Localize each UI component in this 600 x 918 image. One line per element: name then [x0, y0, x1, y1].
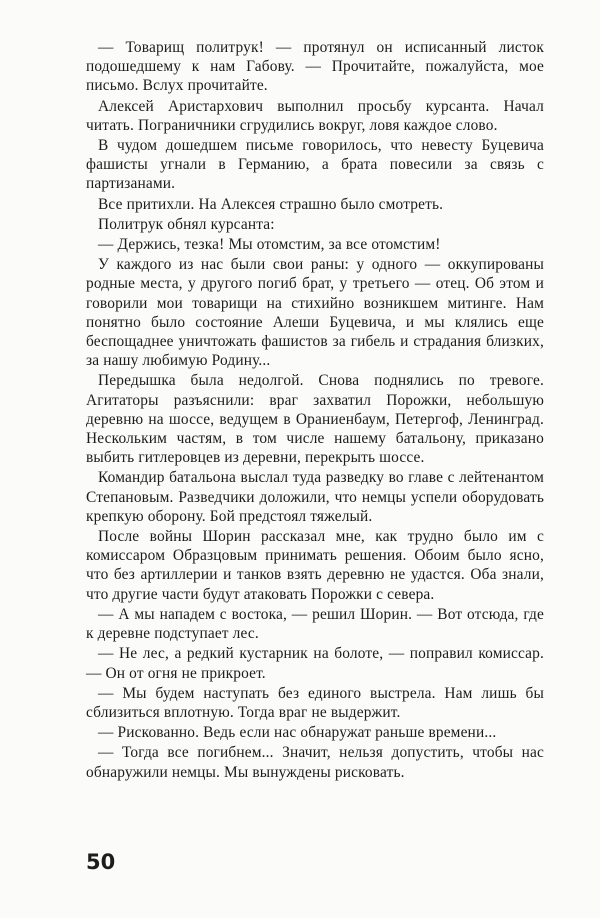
paragraph-12: — Не лес, а редкий кустарник на болоте, — поправил комиссар. — Он от огня не прикроет.	[86, 645, 544, 682]
paragraph-10: После войны Шорин рассказал мне, как трудно было им с комиссаром Образцовым принимать решения. Обоим было ясно, что без артиллерии и танков взять деревню не удастся. Оба знали, что другие части будут атаковать Порожки с севера.	[86, 528, 544, 603]
paragraph-13: — Мы будем наступать без единого выстрела. Нам лишь бы сблизиться вплотную. Тогда враг не выдержит.	[86, 684, 544, 721]
paragraph-9: Командир батальона выслал туда разведку во главе с лейтенантом Степановым. Разведчики доложили, что немцы успели оборудовать крепкую оборону. Бой предстоял тяжелый.	[86, 469, 544, 525]
body-text	[86, 38, 544, 783]
paragraph-6: — Держись, тезка! Мы отомстим, за все отомстим!	[98, 236, 441, 254]
paragraph-2: Алексей Аристархович выполнил просьбу курсанта. Начал читать. Пограничники сгрудились вокруг, ловя каждое слово.	[86, 97, 544, 134]
page-number: 50	[86, 850, 116, 874]
paragraph-5: Политрук обнял курсанта:	[98, 215, 275, 233]
paragraph-14: — Рискованно. Ведь если нас обнаружат раньше времени...	[98, 724, 497, 742]
paragraph-15: — Тогда все погибнем... Значит, нельзя допустить, чтобы нас обнаружили немцы. Мы вынуждены рисковать.	[86, 744, 544, 781]
paragraph-3: В чудом дошедшем письме говорилось, что невесту Буцевича фашисты угнали в Германию, а брата повесили за связь с партизанами.	[86, 137, 544, 193]
paragraph-7: У каждого из нас были свои раны: у одного — оккупированы родные места, у другого погиб брат, у третьего — отец. Об этом и говорили мои товарищи на стихийно возникшем митинге. Нам понятно было состояние Алеши Буцевича, и мы клялись еще беспощаднее уничтожать фашистов за гибель и страдания близких, за нашу любимую Родину...	[86, 256, 544, 370]
paragraph-4: Все притихли. На Алексея страшно было смотреть.	[98, 195, 444, 213]
paragraph-8: Передышка была недолгой. Снова поднялись по тревоге. Агитаторы разъяснили: враг захватил Порожки, небольшую деревню на шоссе, ведущем в Ораниенбаум, Петергоф, Ленинград. Нескольким частям, в том числе нашему батальону, приказано выбить гитлеровцев из деревни, перекрыть шоссе.	[86, 372, 544, 467]
paragraph-1: — Товарищ политрук! — протянул он исписанный листок подошедшему к нам Габову. — Прочитайте, пожалуйста, мое письмо. Вслух прочитайте.	[86, 39, 544, 95]
paragraph-11: — А мы нападем с востока, — решил Шорин. — Вот отсюда, где к деревне подступает лес.	[86, 605, 544, 643]
